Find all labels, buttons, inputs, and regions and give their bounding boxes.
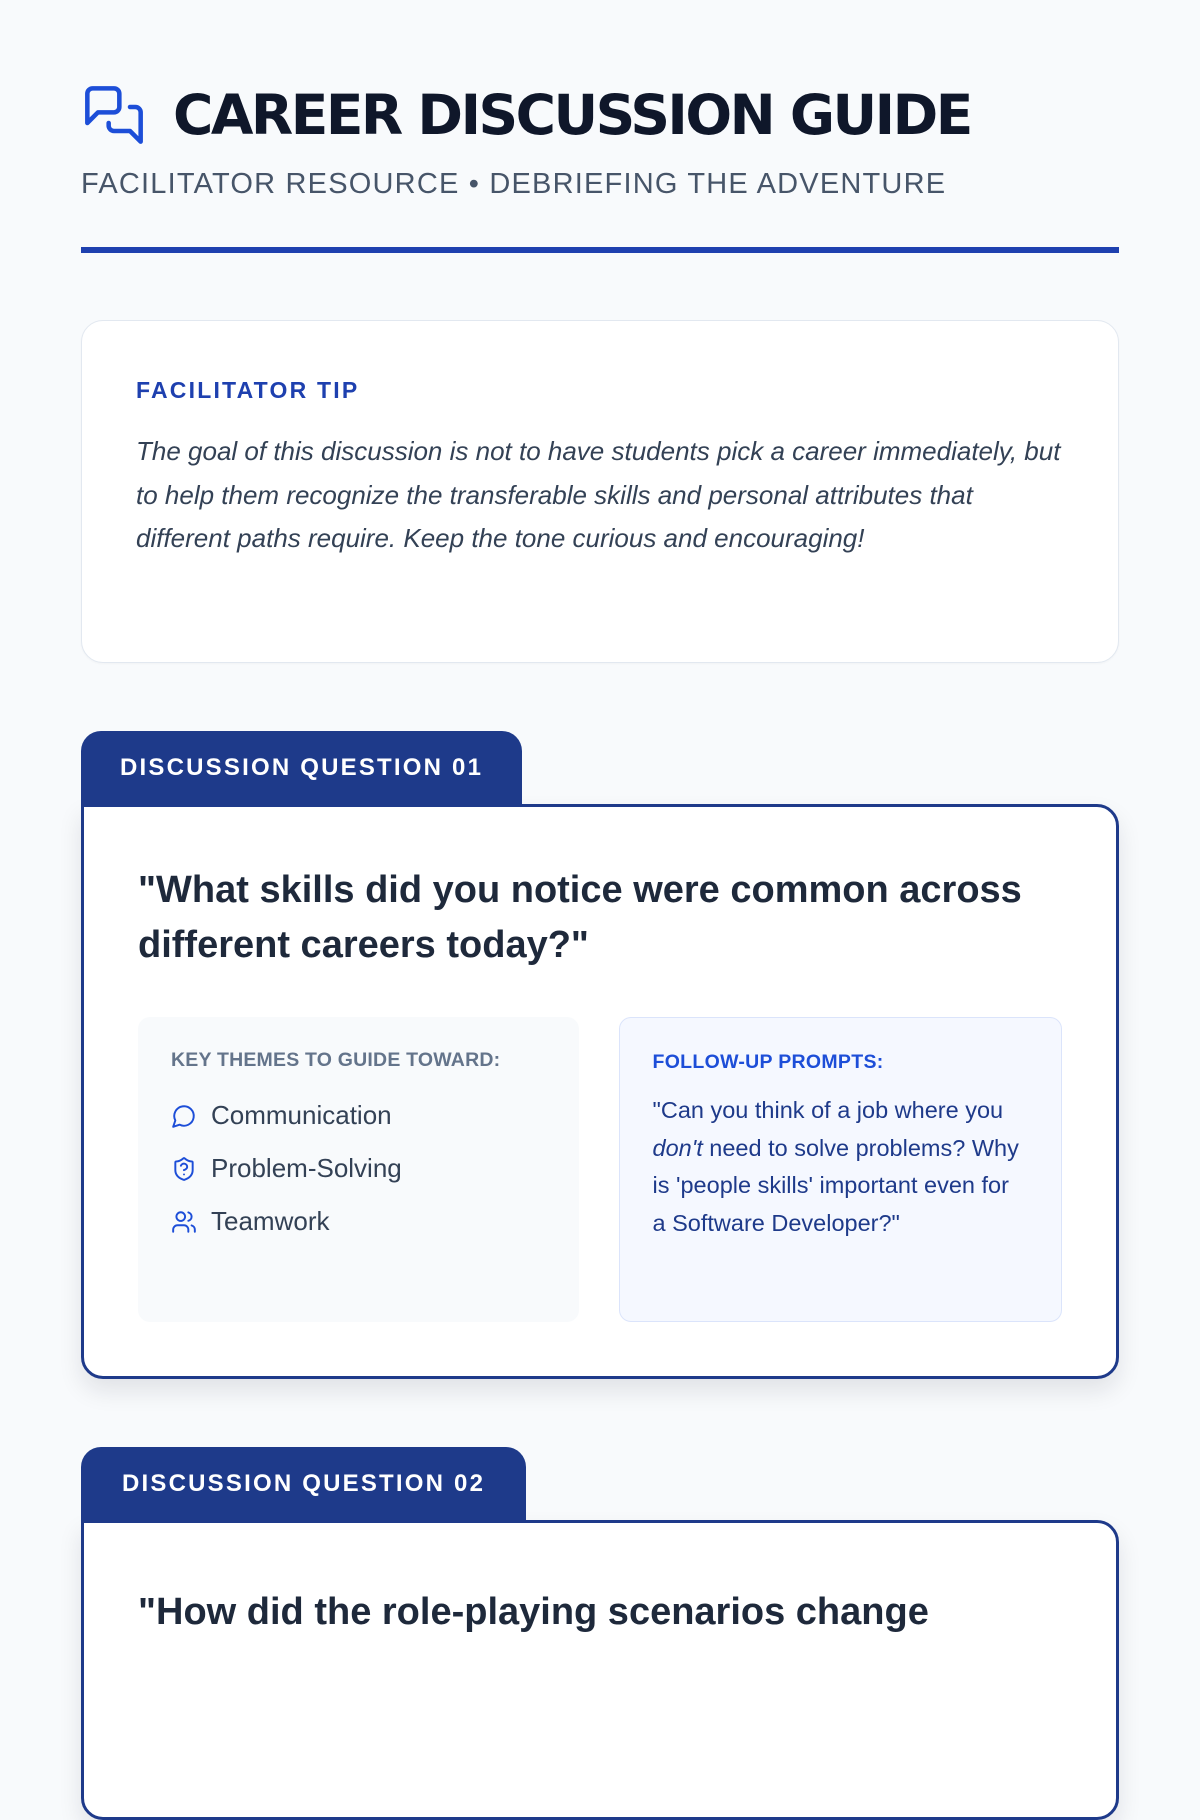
page-subtitle: FACILITATOR RESOURCE • DEBRIEFING THE ADVENTURE	[81, 168, 947, 200]
question-columns	[138, 1017, 1062, 1322]
question-tab-2: DISCUSSION QUESTION 02	[81, 1447, 526, 1523]
question-card-1	[81, 804, 1119, 1379]
title-row	[81, 80, 1119, 150]
theme-label: Communication	[211, 1100, 392, 1130]
theme-item-problem-solving	[171, 1142, 547, 1195]
tip-label: FACILITATOR TIP	[136, 377, 360, 403]
tip-text: The goal of this discussion is not to have students pick a career immediately, but to help them recognize the transferable skills and personal attributes that different paths require. Keep the tone curious and encouraging!	[136, 436, 1061, 553]
key-themes-box	[138, 1017, 579, 1322]
key-themes-label: KEY THEMES TO GUIDE TOWARD:	[171, 1049, 501, 1071]
question-card-2	[81, 1520, 1119, 1820]
discussion-question-2	[81, 1447, 1119, 1820]
header-divider	[81, 247, 1119, 253]
follow-up-prompts-label: FOLLOW-UP PROMPTS:	[652, 1051, 884, 1073]
page-header	[81, 0, 1119, 253]
theme-item-teamwork	[171, 1195, 547, 1248]
question-text-2: "How did the role-playing scenarios change	[138, 1591, 929, 1633]
theme-item-communication	[171, 1089, 547, 1142]
chat-bubbles-icon	[81, 82, 147, 148]
page-title: CAREER DISCUSSION GUIDE	[173, 82, 971, 147]
discussion-question-1	[81, 731, 1119, 1379]
prompt-text-end: need to solve problems? Why is 'people skills' important even for a Software Developer?"	[652, 1134, 1019, 1236]
question-tab-1: DISCUSSION QUESTION 01	[81, 731, 522, 807]
theme-list	[171, 1089, 547, 1248]
theme-label: Problem-Solving	[211, 1153, 402, 1183]
theme-label: Teamwork	[211, 1206, 330, 1236]
message-circle-icon	[171, 1103, 197, 1129]
follow-up-prompt-text	[653, 1092, 1029, 1242]
facilitator-tip-card	[81, 320, 1119, 663]
prompt-emphasis: don't	[652, 1134, 703, 1161]
prompt-text-start: "Can you think of a job where you	[652, 1097, 1004, 1123]
question-text-1: "What skills did you notice were common across different careers today?"	[138, 869, 1022, 966]
follow-up-prompts-box	[619, 1017, 1063, 1322]
users-icon	[171, 1209, 197, 1235]
shield-question-icon	[171, 1156, 197, 1182]
